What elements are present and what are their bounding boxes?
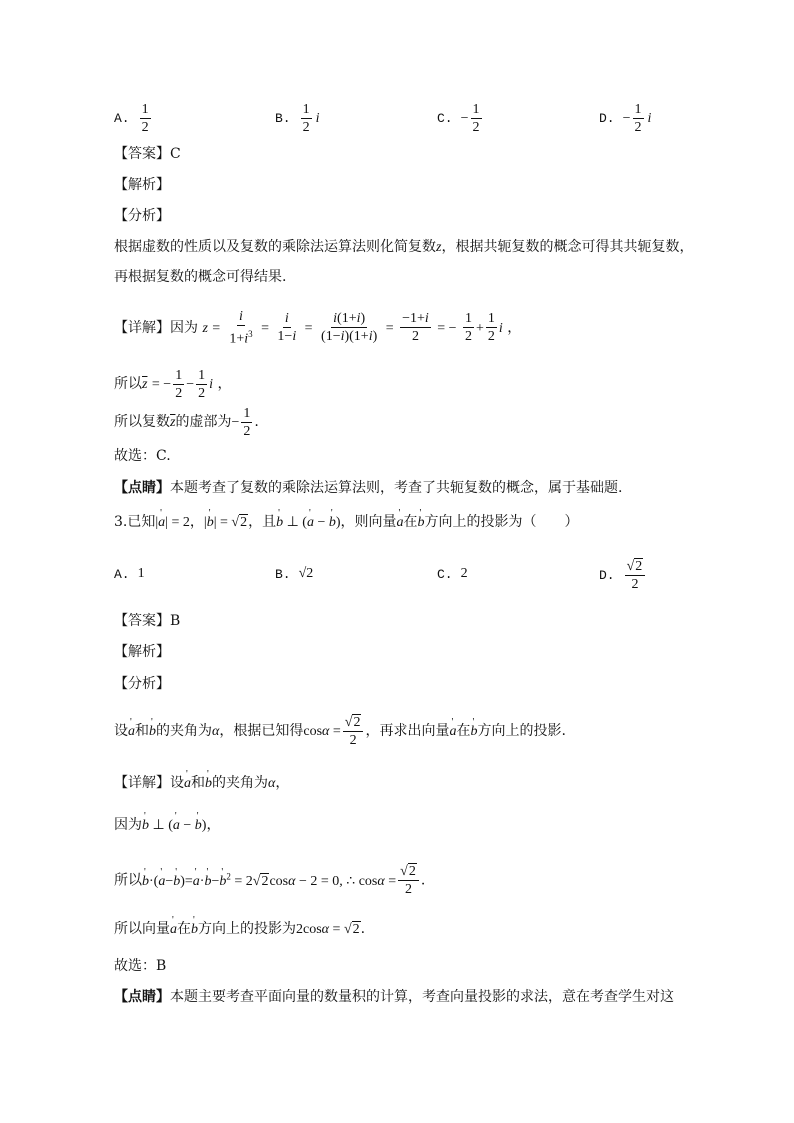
choice-line: 故选：B [114, 958, 167, 974]
question-3-stem: 3.已知|' a| = 2，|' b| = √2，且' b ⊥ (' a − ' b)，则向量' a在' b方向上的投影为（ ） [114, 512, 579, 533]
option-label: A. [114, 111, 130, 126]
analysis-heading: 【解析】 [114, 177, 170, 193]
choice-line: 故选：C. [114, 448, 171, 464]
dianjing-line: 【点睛】本题主要考查平面向量的数量积的计算，考查向量投影的求法，意在考查学生对这 [114, 989, 674, 1005]
projection-line: 所以向量' a在' b方向上的投影为2cosα = √2. [114, 919, 365, 940]
fraction: $\frac{1}{2}$ [472, 102, 480, 135]
because-line: 因为' b ⊥ (' a − ' b)， [114, 815, 220, 836]
option-value: 1 [137, 566, 145, 581]
imag-unit: i [315, 110, 320, 126]
minus-sign: − [460, 110, 469, 126]
fraction: $\frac{1}{2}$ [302, 102, 310, 135]
fenxi-line-2: 再根据复数的概念可得结果. [114, 269, 287, 285]
fraction: $\frac{1}{2}$ [634, 102, 642, 135]
option-value: √2 [298, 566, 314, 581]
option-b [275, 101, 320, 136]
dot-product-line: 所以' b·(' a−' b)=' a·' b−' $b^2 = 2√2\cos\alpha - 2 = 0$, ∴ cosα = $\frac{√2}{2}$ . [114, 858, 425, 900]
option-a [114, 101, 153, 136]
option-d [599, 101, 651, 136]
fraction: $\frac{1}{2}$ [141, 102, 149, 135]
option-label: C. [437, 566, 453, 582]
fenxi-heading: 【分析】 [114, 208, 170, 224]
option-label: C. [437, 111, 453, 126]
option-label: A. [114, 566, 130, 582]
conjugate-line: 所以$\overline{z}$ = − $\frac{1}{2}$ − $\frac{1}{2}$ i ， [114, 367, 232, 401]
answer-line: 【答案】C [114, 146, 181, 162]
minus-sign: − [622, 110, 631, 126]
option-label: B. [275, 111, 291, 126]
dianjing-line: 【点睛】本题考查了复数的乘除法运算法则，考查了共轭复数的概念，属于基础题. [114, 480, 623, 496]
imag-part-line: 所以复数$\overline{z}$的虚部为− $\frac{1}{2}$ . [114, 405, 259, 439]
imag-unit: i [647, 110, 652, 126]
option-label: D. [599, 111, 615, 126]
option-b [275, 566, 313, 582]
analysis-heading: 【解析】 [114, 644, 170, 660]
option-value: 2 [460, 566, 468, 581]
detail-line: 【详解】设' a和' b的夹角为α， [114, 773, 289, 794]
option-label: B. [275, 566, 291, 582]
option-c [437, 566, 468, 582]
option-d: D. $\frac{√2}{2}$ [599, 558, 647, 593]
option-label: D. [599, 568, 615, 583]
detail-line: 【详解】因为 z = $\frac{i}{1+i^3}$ = $\frac{i}{1-i}$ = $\frac{i(1+i)}{(1-i)(1+i)}$ = $\frac{-1+i}{2}$ = − $\frac{1}{2}$ + $\frac{1}{2}$ i ， [114, 309, 522, 347]
fenxi-line: 设' a和' b的夹角为α，根据已知得cosα = $\frac{√2}{2}$ ，再求出向量' a在' b方向上的投影. [114, 712, 566, 751]
answer-line: 【答案】B [114, 613, 181, 629]
option-c [437, 101, 484, 136]
option-a [114, 566, 145, 582]
fenxi-line-1: 根据虚数的性质以及复数的乘除法运算法则化简复数z，根据共轭复数的概念可得其共轭复数， [114, 239, 694, 255]
fenxi-heading: 【分析】 [114, 676, 170, 692]
detail-heading: 【详解】 [114, 319, 170, 336]
